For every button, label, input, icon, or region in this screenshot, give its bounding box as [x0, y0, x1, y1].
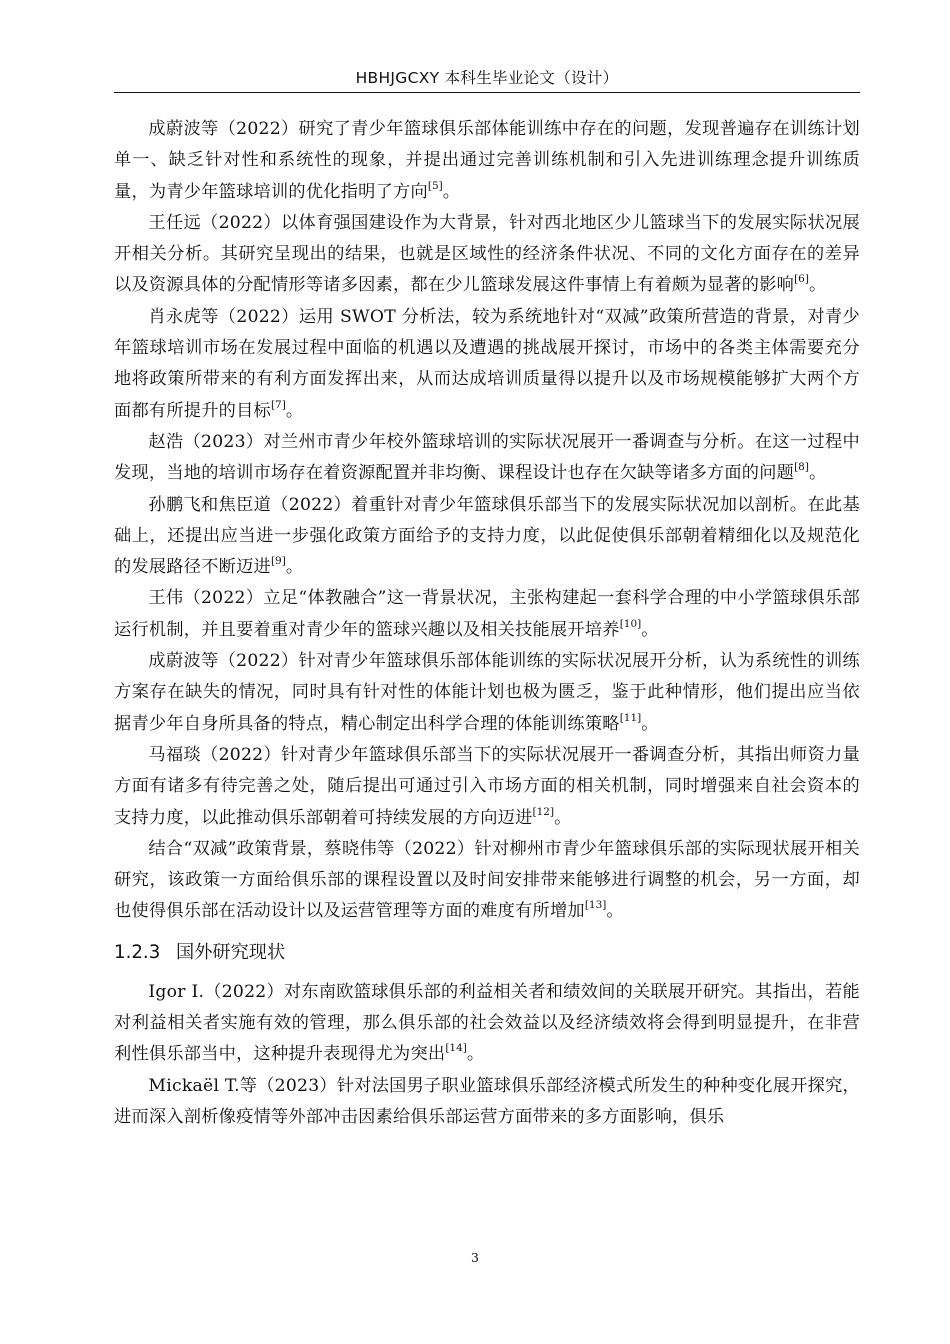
section-title: 国外研究现状 — [176, 941, 286, 963]
citation: [6] — [794, 273, 809, 286]
header-rule — [114, 92, 860, 93]
running-header: HBHJGCXY 本科生毕业论文（设计） — [355, 69, 619, 87]
page-number: 3 — [471, 1250, 479, 1265]
paragraph: 孙鹏飞和焦臣道（2022）着重针对青少年篮球俱乐部当下的发展实际状况加以剖析。在此基础上，还提出应当进一步强化政策方面给予的支持力度，以此促使俱乐部朝着精细化以及规范化的发展路径不断迈进[9]。 — [114, 494, 860, 578]
citation: [11] — [619, 711, 642, 724]
section-heading — [114, 936, 860, 970]
citation: [5] — [427, 179, 443, 192]
citation: [13] — [584, 899, 607, 912]
paragraph: Igor I.（2022）对东南欧篮球俱乐部的利益相关者和绩效间的关联展开研究。其指出，若能对利益相关者实施有效的管理，那么俱乐部的社会效益以及经济绩效将会得到明显提升，在非营利性俱乐部当中，这种提升表现得尤为突出[14]。 — [114, 981, 860, 1065]
paragraph: 王任远（2022）以体育强国建设作为大背景，针对西北地区少儿篮球当下的发展实际状况展开相关分析。其研究呈现出的结果，也就是区域性的经济条件状况、不同的文化方面存在的差异以及资源具体的分配情形等诸多因素，都在少儿篮球发展这件事情上有着颇为显著的影响[6]。 — [114, 212, 860, 296]
paragraph: 肖永虎等（2022）运用 SWOT 分析法，较为系统地针对“双减”政策所营造的背景，对青少年篮球培训市场在发展过程中面临的机遇以及遭遇的挑战展开探讨，市场中的各类主体需要充分地将政策所带来的有利方面发挥出来，从而达成培训质量得以提升以及市场规模能够扩大两个方面都有所提升的目标[7]。 — [114, 306, 860, 421]
paragraph: 马福琰（2022）针对青少年篮球俱乐部当下的实际状况展开一番调查分析，其指出师资力量方面有诸多有待完善之处，随后提出可通过引入市场方面的相关机制，同时增强来自社会资本的支持力度，以此推动俱乐部朝着可持续发展的方向迈进[12]。 — [114, 744, 860, 828]
citation: [12] — [532, 805, 555, 818]
section-number: 1.2.3 — [114, 941, 161, 963]
citation: [14] — [445, 1042, 467, 1055]
paragraph: Mickaël T.等（2023）针对法国男子职业篮球俱乐部经济模式所发生的种种变化展开探究，进而深入剖析像疫情等外部冲击因素给俱乐部运营方面带来的多方面影响，俱乐 — [114, 1075, 860, 1127]
body-text — [114, 114, 860, 1133]
paragraph: 结合“双减”政策背景，蔡晓伟等（2022）针对柳州市青少年篮球俱乐部的实际现状展开相关研究，该政策一方面给俱乐部的课程设置以及时间安排带来能够进行调整的机会，另一方面，却也使得俱乐部在活动设计以及运营管理等方面的难度有所增加[13]。 — [114, 838, 860, 922]
citation: [8] — [794, 461, 809, 474]
citation: [7] — [270, 398, 286, 411]
citation: [10] — [619, 617, 642, 630]
paragraph: 成蔚波等（2022）研究了青少年篮球俱乐部体能训练中存在的问题，发现普遍存在训练计划单一、缺乏针对性和系统性的现象，并提出通过完善训练机制和引入先进训练理念提升训练质量，为青少年篮球培训的优化指明了方向[5]。 — [114, 119, 860, 202]
paragraph: 赵浩（2023）对兰州市青少年校外篮球培训的实际状况展开一番调查与分析。在这一过程中发现，当地的培训市场存在着资源配置并非均衡、课程设计也存在欠缺等诸多方面的问题[8]。 — [114, 431, 860, 484]
paragraph: 成蔚波等（2022）针对青少年篮球俱乐部体能训练的实际状况展开分析，认为系统性的训练方案存在缺失的情况，同时具有针对性的体能计划也极为匮乏，鉴于此种情形，他们提出应当依据青少年自身所具备的特点，精心制定出科学合理的体能训练策略[11]。 — [114, 651, 860, 734]
citation: [9] — [270, 555, 286, 568]
paragraph: 王伟（2022）立足“体教融合”这一背景状况，主张构建起一套科学合理的中小学篮球俱乐部运行机制，并且要着重对青少年的篮球兴趣以及相关技能展开培养[10]。 — [114, 588, 860, 640]
